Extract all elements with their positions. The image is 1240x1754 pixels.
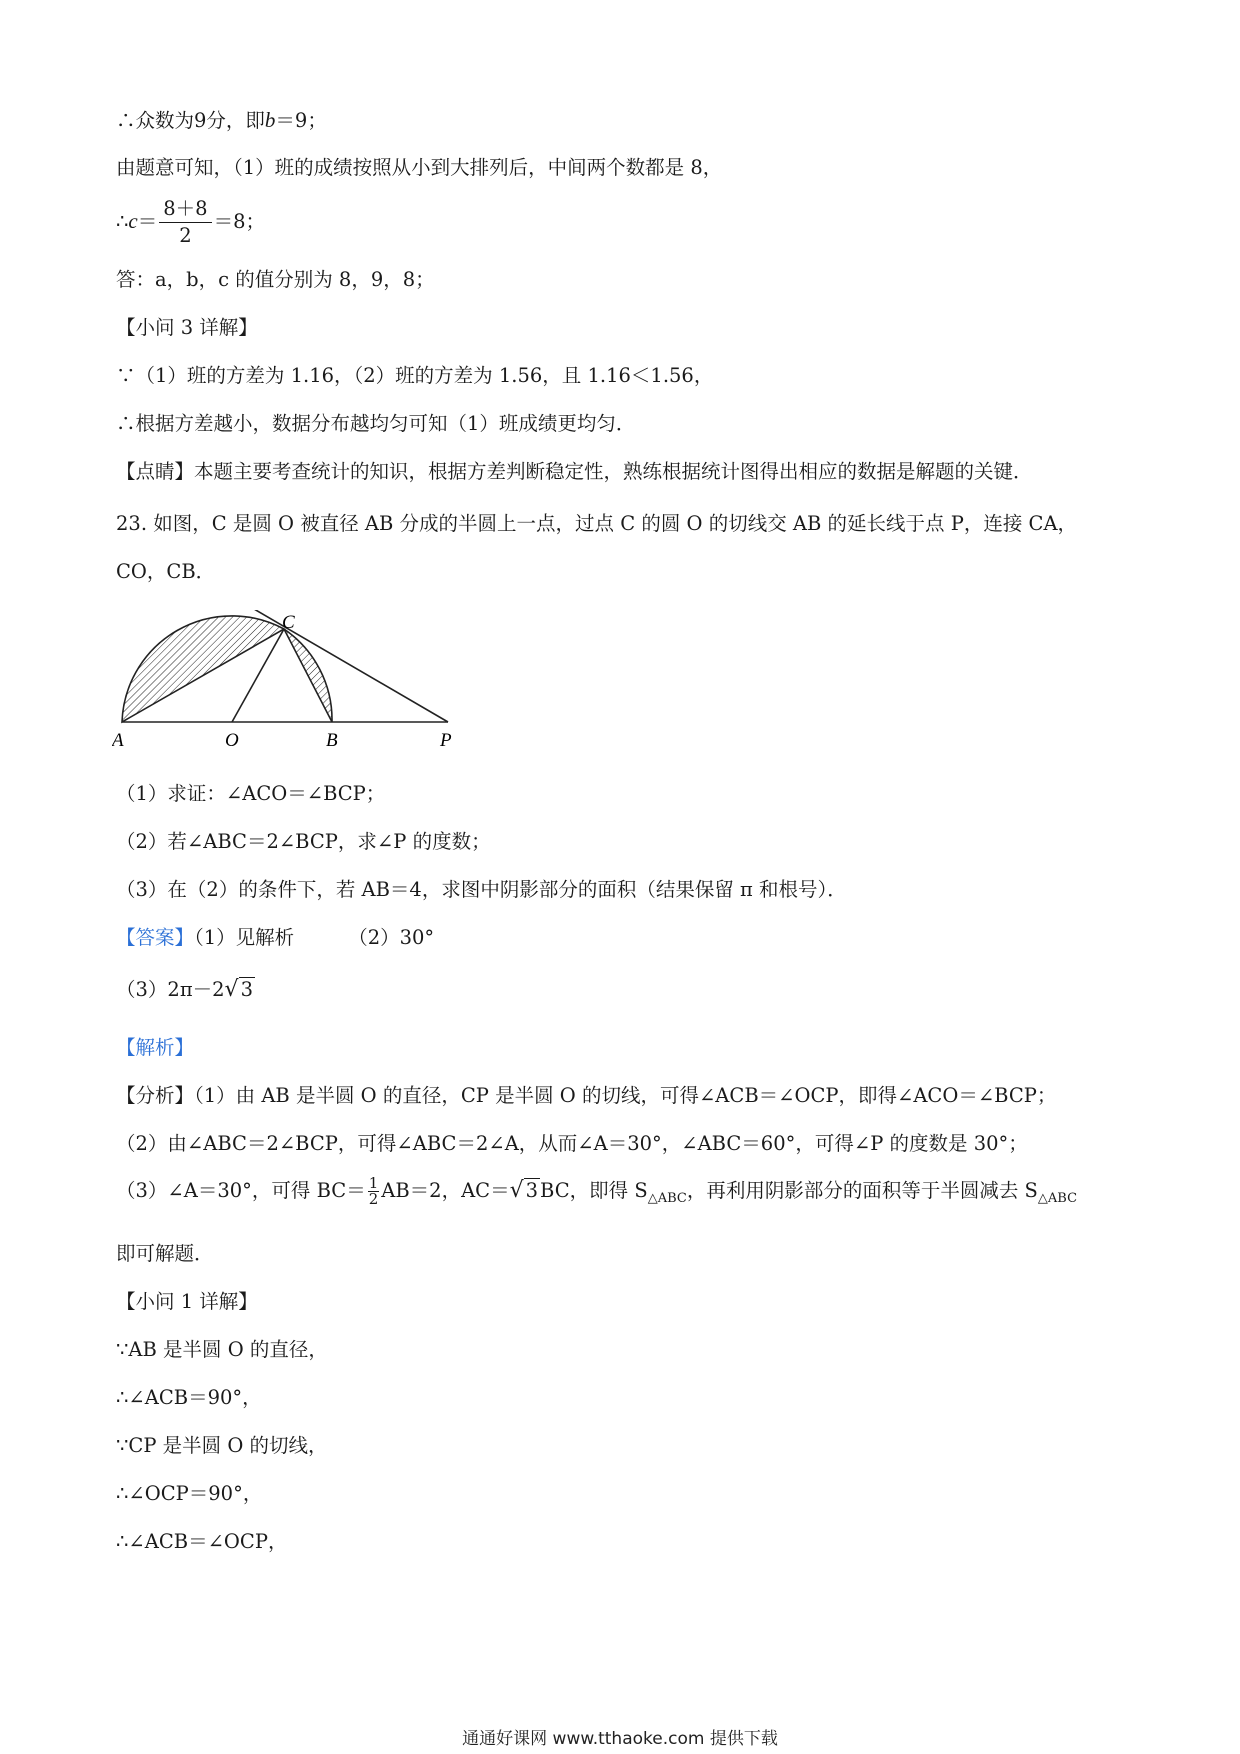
solution-line: ∵AB 是半圆 O 的直径， [116,1338,328,1361]
label-p: P [440,730,452,751]
question-line: 23. 如图，C 是圆 O 被直径 AB 分成的半圆上一点，过点 C 的圆 O 的切线交 AB 的延长线于点 P，连接 CA， [116,512,1078,535]
label-o: O [225,730,239,751]
solution-line: ∴∠ACB＝90°， [116,1386,262,1409]
fraction: $\frac{8+8}{2}$ [159,196,211,249]
shaded-segment-cb [284,629,332,722]
square-root: √ 3 [224,977,253,1002]
analysis-formula-line: （3）∠A＝30°，可得 BC＝ $\frac{1}{2}$ AB＝2，AC＝√ 3 BC，即得 $S_{\triangle ABC}$，再利用阴影部分的面积等于半圆减去 $S_{\triangle ABC}$ [116,1174,1078,1208]
text-line: 由题意可知，（1）班的成绩按照从小到大排列后，中间两个数都是 8， [116,156,723,179]
answer-tag: 【答案】 [116,926,195,949]
analysis-line: 即可解题． [116,1242,214,1265]
text-line: 答：a，b，c 的值分别为 8，9，8； [116,268,435,291]
fraction-half: $\frac{1}{2}$ [368,1174,379,1208]
text-line: ∵（1）班的方差为 1.16，（2）班的方差为 1.56，且 1.16＜1.56， [116,364,714,387]
answer-line: （3）2π－2√ 3 [116,977,253,1002]
formula-line: ∴c＝ $\frac{8+8}{2}$ ＝8； [116,197,266,247]
analysis-line: （2）由∠ABC＝2∠BCP，可得∠ABC＝2∠A，从而∠A＝30°，∠ABC＝60°，可得∠P 的度数是 30°； [116,1132,1028,1155]
shaded-segment-ac [122,616,284,722]
solution-line: ∴∠OCP＝90°， [116,1482,263,1505]
sub-question: （1）求证：∠ACO＝∠BCP； [116,782,386,805]
footer-watermark: 通通好课网 www.tthaoke.com 提供下载 [462,1729,778,1749]
text-line: ∴众数为9分，即b＝9； [116,108,327,132]
question-line: CO，CB． [116,560,216,583]
geometry-figure [112,610,472,760]
section-heading: 【小问 3 详解】 [116,316,258,339]
analysis-line: 【分析】（1）由 AB 是半圆 O 的直径，CP 是半圆 O 的切线，可得∠ACB＝∠OCP，即得∠ACO＝∠BCP； [116,1084,1057,1107]
solution-line: ∴∠ACB＝∠OCP， [116,1530,288,1553]
solution-line: ∵CP 是半圆 O 的切线， [116,1434,328,1457]
text-line: 【点睛】本题主要考查统计的知识，根据方差判断稳定性，熟练根据统计图得出相应的数据是解题的关键． [116,460,1033,483]
sub-question: （2）若∠ABC＝2∠BCP，求∠P 的度数； [116,830,491,853]
text-line: ∴根据方差越小，数据分布越均匀可知（1）班成绩更均匀． [116,412,636,435]
analysis-tag: 【解析】 [116,1036,195,1059]
label-b: B [326,730,338,751]
sub-question: （3）在（2）的条件下，若 AB＝4，求图中阴影部分的面积（结果保留 π 和根号）． [116,878,847,901]
label-c: C [282,612,295,633]
square-root: √ 3 [509,1178,539,1203]
label-a: A [112,730,124,751]
section-heading: 【小问 1 详解】 [116,1290,258,1313]
answer-line: 【答案】（1）见解析 （2）30° [116,926,435,949]
